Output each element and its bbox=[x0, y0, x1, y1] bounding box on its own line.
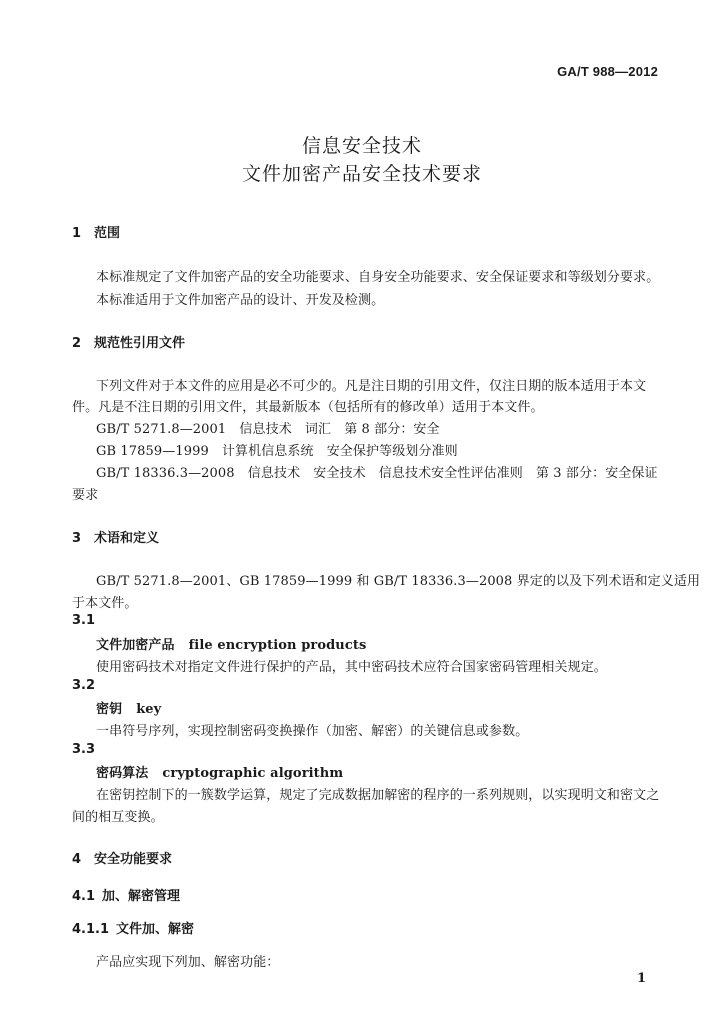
paragraph-line: 件。凡是不注日期的引用文件，其最新版本（包括所有的修改单）适用于本文件。 bbox=[72, 400, 544, 415]
paragraph: 本标准适用于文件加密产品的设计、开发及检测。 bbox=[96, 293, 385, 308]
reference-item-continued: 要求 bbox=[72, 488, 99, 503]
section-number: 1 bbox=[72, 226, 82, 241]
term-name-zh: 密钥 bbox=[96, 702, 123, 717]
term-title bbox=[96, 698, 161, 717]
paragraph: 产品应实现下列加、解密功能： bbox=[96, 955, 280, 970]
subsection-number: 4.1 bbox=[72, 889, 96, 904]
section-2-heading bbox=[72, 332, 185, 351]
term-name-en: cryptographic algorithm bbox=[162, 766, 344, 781]
term-number: 3.2 bbox=[72, 678, 96, 693]
reference-item: GB 17859—1999 计算机信息系统 安全保护等级划分准则 bbox=[96, 444, 458, 459]
reference-item: GB/T 5271.8—2001 信息技术 词汇 第 8 部分：安全 bbox=[96, 422, 440, 437]
section-number: 4 bbox=[72, 852, 82, 867]
subsection-number: 4.1.1 bbox=[72, 922, 110, 937]
term-name-zh: 文件加密产品 bbox=[96, 638, 175, 653]
page-number: 1 bbox=[636, 971, 646, 986]
paragraph: 本标准规定了文件加密产品的安全功能要求、自身安全功能要求、安全保证要求和等级划分要求。 bbox=[96, 270, 660, 285]
subsection-title: 文件加、解密 bbox=[116, 922, 195, 937]
section-title: 安全功能要求 bbox=[94, 852, 173, 867]
document-title-line2: 文件加密产品安全技术要求 bbox=[241, 163, 482, 185]
section-title: 范围 bbox=[94, 226, 121, 241]
paragraph-line: 于本文件。 bbox=[72, 596, 138, 611]
subsection-4-1-heading bbox=[72, 885, 180, 904]
term-definition: 在密钥控制下的一簇数学运算，规定了完成数据加解密的程序的一系列规则，以实现明文和密文之 bbox=[96, 788, 660, 803]
term-number: 3.3 bbox=[72, 742, 96, 757]
term-definition-continued: 间的相互变换。 bbox=[72, 810, 164, 825]
section-title: 规范性引用文件 bbox=[94, 336, 186, 351]
term-definition: 使用密码技术对指定文件进行保护的产品，其中密码技术应符合国家密码管理相关规定。 bbox=[96, 660, 607, 675]
term-title bbox=[96, 634, 366, 653]
section-4-heading bbox=[72, 848, 172, 867]
section-number: 3 bbox=[72, 531, 82, 546]
term-title bbox=[96, 762, 343, 781]
term-number: 3.1 bbox=[72, 613, 96, 628]
paragraph-line: GB/T 5271.8—2001、GB 17859—1999 和 GB/T 18336.3—2008 界定的以及下列术语和定义适用 bbox=[96, 574, 701, 589]
section-1-heading bbox=[72, 222, 120, 241]
section-number: 2 bbox=[72, 336, 82, 351]
section-title: 术语和定义 bbox=[94, 531, 160, 546]
term-name-en: file encryption products bbox=[188, 638, 367, 653]
paragraph-line: 下列文件对于本文件的应用是必不可少的。凡是注日期的引用文件，仅注日期的版本适用于本文 bbox=[96, 379, 647, 394]
term-definition: 一串符号序列，实现控制密码变换操作（加密、解密）的关键信息或参数。 bbox=[96, 724, 529, 739]
term-name-en: key bbox=[136, 702, 162, 717]
reference-item: GB/T 18336.3—2008 信息技术 安全技术 信息技术安全性评估准则 第 3 部分：安全保证 bbox=[96, 466, 658, 481]
standard-code: GA/T 988—2012 bbox=[557, 64, 658, 79]
term-name-zh: 密码算法 bbox=[96, 766, 149, 781]
subsection-title: 加、解密管理 bbox=[102, 889, 181, 904]
subsection-4-1-1-heading bbox=[72, 918, 194, 937]
document-title-line1: 信息安全技术 bbox=[301, 135, 422, 157]
section-3-heading bbox=[72, 527, 159, 546]
